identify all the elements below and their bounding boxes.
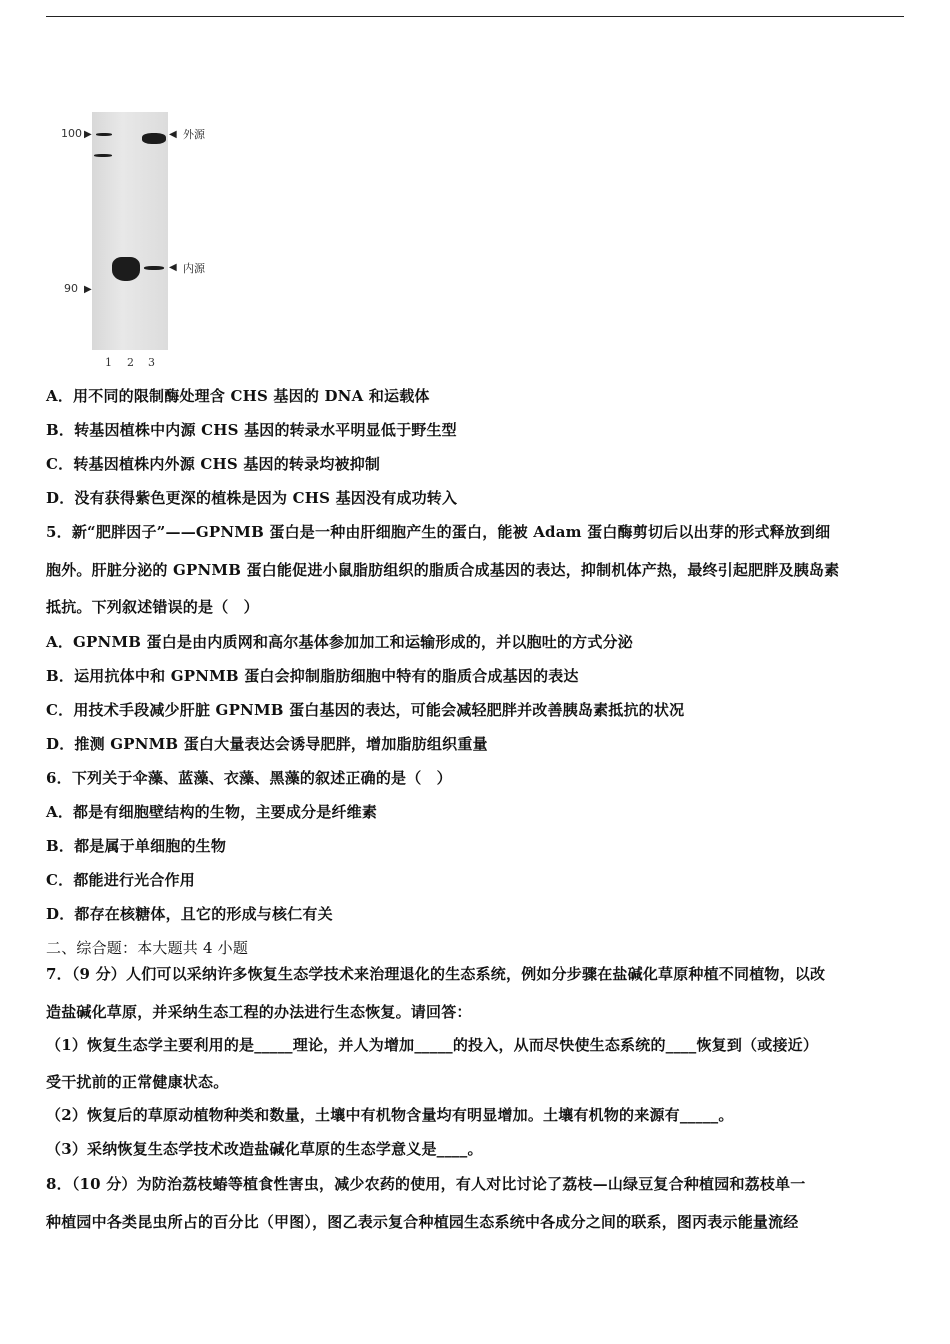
q6-stem: 6．下列关于伞藻、蓝藻、衣藻、黑藻的叙述正确的是（ ） (46, 769, 452, 787)
section-heading: 二、综合题：本大题共 4 小题 (46, 939, 249, 957)
endogenous-band-lane-2 (112, 257, 140, 281)
q6-option-a: A．都是有细胞壁结构的生物，主要成分是纤维素 (46, 803, 378, 821)
ladder-band (96, 133, 112, 136)
q4-option-b: B．转基因植株中内源 CHS 基因的转录水平明显低于野生型 (46, 421, 457, 439)
q5-stem-line-3: 抵抗。下列叙述错误的是（ ） (46, 598, 259, 616)
lane-label: 1 (105, 356, 112, 369)
q5-option-d: D．推测 GPNMB 蛋白大量表达会诱导肥胖，增加脂肪组织重量 (46, 735, 488, 753)
q7-stem-line-2: 造盐碱化草原，并采纳生态工程的办法进行生态恢复。请回答： (46, 1003, 472, 1021)
endogenous-band-lane-3 (144, 266, 164, 270)
q5-option-a: A．GPNMB 蛋白是由内质网和高尔基体参加加工和运输形成的，并以胞吐的方式分泌 (46, 633, 633, 651)
exogenous-label: 外源 (183, 128, 205, 141)
q5-stem-line-1: 5．新“肥胖因子”——GPNMB 蛋白是一种由肝细胞产生的蛋白，能被 Adam 蛋白酶剪切后以出芽的形式释放到细 (46, 523, 831, 541)
q4-option-d: D．没有获得紫色更深的植株是因为 CHS 基因没有成功转入 (46, 489, 458, 507)
q5-stem-line-2: 胞外。肝脏分泌的 GPNMB 蛋白能促进小鼠脂肪组织的脂质合成基因的表达，抑制机体产热，最终引起肥胖及胰岛素 (46, 561, 840, 579)
q7-stem-line-1: 7．（9 分）人们可以采纳许多恢复生态学技术来治理退化的生态系统，例如分步骤在盐碱化草原种植不同植物，以改 (46, 965, 826, 983)
q4-option-a: A．用不同的限制酶处理含 CHS 基因的 DNA 和运载体 (46, 387, 430, 405)
q7-part-1-line-1: （1）恢复生态学主要利用的是_____理论，并人为增加_____的投入，从而尽快使生态系统的____恢复到（或接近） (46, 1036, 819, 1054)
q4-option-c: C．转基因植株内外源 CHS 基因的转录均被抑制 (46, 455, 381, 473)
q7-part-2: （2）恢复后的草原动植物种类和数量，土壤中有机物含量均有明显增加。土壤有机物的来源有_____。 (46, 1106, 734, 1124)
q8-stem-line-2: 种植园中各类昆虫所占的百分比（甲图），图乙表示复合种植园生态系统中各成分之间的联系，图丙表示能量流经 (46, 1213, 799, 1231)
q7-part-3: （3）采纳恢复生态学技术改造盐碱化草原的生态学意义是____。 (46, 1140, 483, 1158)
ladder-band (94, 154, 112, 157)
lane-label: 3 (148, 356, 155, 369)
q6-option-b: B．都是属于单细胞的生物 (46, 837, 227, 855)
marker-90-label: 90 (64, 282, 78, 295)
header-rule (46, 16, 904, 17)
endogenous-label: 内源 (183, 262, 205, 275)
endogenous-arrow-icon: ◀ (169, 262, 177, 273)
exogenous-band-lane-3 (142, 133, 166, 144)
q8-stem-line-1: 8．（10 分）为防治荔枝蝽等植食性害虫，减少农药的使用，有人对比讨论了荔枝—山绿豆复合种植园和荔枝单一 (46, 1175, 806, 1193)
gel-image (92, 112, 168, 350)
marker-100-arrow-icon: ▶ (84, 129, 92, 140)
q7-part-1-line-2: 受干扰前的正常健康状态。 (46, 1073, 229, 1091)
q6-option-c: C．都能进行光合作用 (46, 871, 195, 889)
lane-label: 2 (127, 356, 134, 369)
q5-option-b: B．运用抗体中和 GPNMB 蛋白会抑制脂肪细胞中特有的脂质合成基因的表达 (46, 667, 579, 685)
western-blot-figure (56, 110, 236, 375)
marker-90-arrow-icon: ▶ (84, 284, 92, 295)
q6-option-d: D．都存在核糖体，且它的形成与核仁有关 (46, 905, 333, 923)
exogenous-arrow-icon: ◀ (169, 129, 177, 140)
marker-100-label: 100 (61, 127, 82, 140)
q5-option-c: C．用技术手段减少肝脏 GPNMB 蛋白基因的表达，可能会减轻肥胖并改善胰岛素抵抗的状况 (46, 701, 685, 719)
